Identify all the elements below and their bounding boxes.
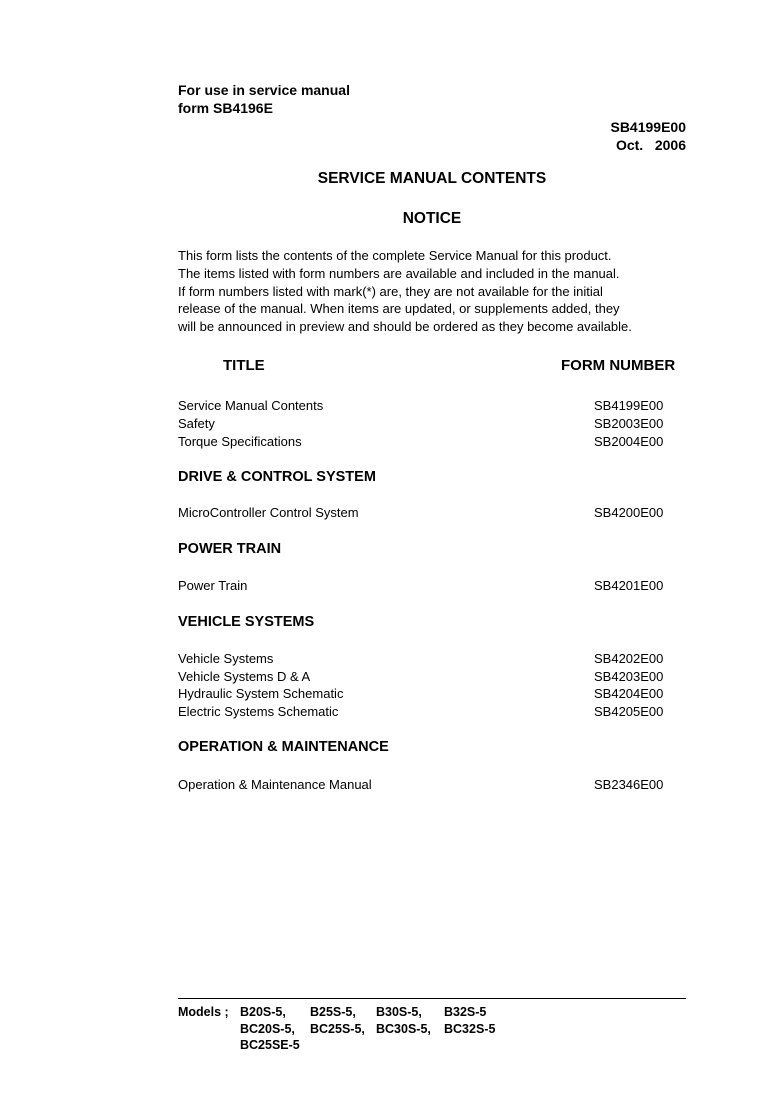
entry-form-number: SB4204E00 xyxy=(594,686,664,701)
entry-form-number: SB2004E00 xyxy=(594,434,664,449)
entry-title: Safety xyxy=(178,416,215,431)
entry-title: Vehicle Systems xyxy=(178,651,274,666)
model-name: B25S-5, xyxy=(310,1005,356,1019)
contents-entry xyxy=(178,433,670,451)
for-use-line-1: For use in service manual xyxy=(178,82,350,98)
notice-line: If form numbers listed with mark(*) are, they are not available for the initial xyxy=(178,283,603,299)
notice-line: This form lists the contents of the complete Service Manual for this product. xyxy=(178,248,612,263)
column-heading-title: TITLE xyxy=(223,357,265,374)
notice-line: will be announced in preview and should be ordered as they become available. xyxy=(178,319,632,335)
contents-entry xyxy=(178,577,670,595)
section-heading-power-train: POWER TRAIN xyxy=(178,541,282,557)
entry-title: Power Train xyxy=(178,578,248,593)
notice-heading: NOTICE xyxy=(402,210,462,227)
section-heading-operation-maintenance: OPERATION & MAINTENANCE xyxy=(178,739,389,755)
model-name: B32S-5 xyxy=(444,1005,487,1019)
contents-entry xyxy=(178,776,670,794)
entry-title: Hydraulic System Schematic xyxy=(178,686,344,701)
form-reference xyxy=(178,81,350,117)
contents-entry xyxy=(178,650,670,668)
model-name: BC20S-5, xyxy=(240,1021,295,1036)
entry-form-number: SB2346E00 xyxy=(594,777,664,792)
entry-title: Service Manual Contents xyxy=(178,398,324,413)
footer-divider xyxy=(178,998,686,999)
model-name: B30S-5, xyxy=(376,1005,422,1019)
notice-line: release of the manual. When items are updated, or supplements added, they xyxy=(178,301,620,317)
notice-line: The items listed with form numbers are available and included in the manual. xyxy=(178,265,620,281)
entry-form-number: SB2003E00 xyxy=(594,416,664,431)
entry-title: Vehicle Systems D & A xyxy=(178,669,311,684)
entry-title: Operation & Maintenance Manual xyxy=(178,777,372,792)
date-month: Oct. xyxy=(615,137,644,153)
contents-entry xyxy=(178,397,670,415)
notice-paragraph xyxy=(178,247,698,336)
model-name: BC30S-5, xyxy=(376,1021,431,1036)
column-heading-form-number: FORM NUMBER xyxy=(561,357,676,374)
model-name: BC32S-5 xyxy=(444,1021,496,1036)
entry-form-number: SB4205E00 xyxy=(594,704,664,719)
entry-form-number: SB4203E00 xyxy=(594,669,664,684)
section-heading-vehicle-systems: VEHICLE SYSTEMS xyxy=(178,614,315,630)
contents-entry xyxy=(178,685,670,703)
document-date xyxy=(610,136,686,154)
entry-form-number: SB4201E00 xyxy=(594,578,664,593)
entry-title: Electric Systems Schematic xyxy=(178,704,339,719)
model-name: BC25SE-5 xyxy=(240,1038,300,1052)
contents-entry xyxy=(178,504,670,522)
contents-entry xyxy=(178,703,670,721)
page-title: SERVICE MANUAL CONTENTS xyxy=(317,170,547,187)
entry-form-number: SB4199E00 xyxy=(594,398,664,413)
model-name: B20S-5, xyxy=(240,1005,286,1019)
entry-title: Torque Specifications xyxy=(178,434,302,449)
section-heading-drive-control: DRIVE & CONTROL SYSTEM xyxy=(178,469,376,485)
entry-form-number: SB4202E00 xyxy=(594,651,664,666)
model-name: BC25S-5, xyxy=(310,1021,365,1036)
for-use-line-2: form SB4196E xyxy=(178,100,273,116)
date-year: 2006 xyxy=(654,137,686,153)
contents-entry xyxy=(178,668,670,686)
contents-entry xyxy=(178,415,670,433)
entry-form-number: SB4200E00 xyxy=(594,505,664,520)
models-label: Models ; xyxy=(178,1005,229,1019)
document-number: SB4199E00 xyxy=(610,119,686,135)
entry-title: MicroController Control System xyxy=(178,505,359,520)
document-reference xyxy=(610,118,686,154)
